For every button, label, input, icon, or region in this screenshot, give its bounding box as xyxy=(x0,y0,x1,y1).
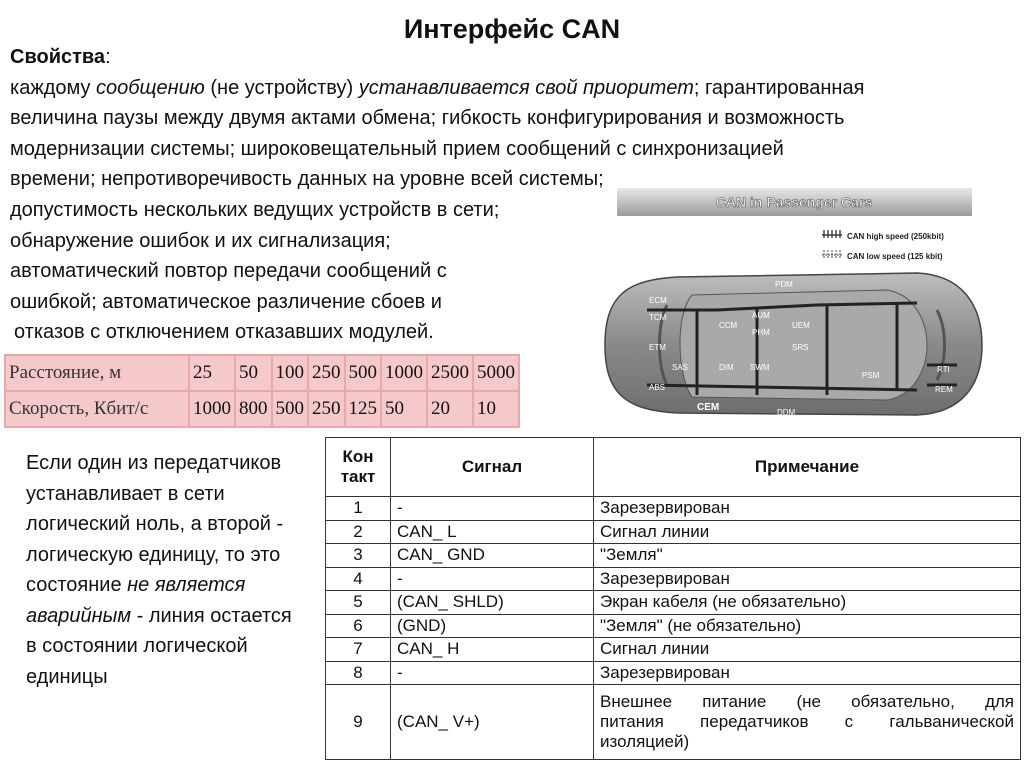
module-pdm: PDM xyxy=(775,280,793,289)
module-cem: CEM xyxy=(697,402,720,413)
module-ddm: DDM xyxy=(777,408,796,417)
pin-number: 8 xyxy=(326,661,391,685)
speed-cell: 50 xyxy=(381,391,427,427)
distance-cell: 100 xyxy=(272,355,309,391)
properties-line-6: обнаружение ошибок и их сигнализация; xyxy=(10,229,391,252)
table-row xyxy=(326,591,1021,615)
distance-speed-table xyxy=(4,354,520,428)
module-rem: REM xyxy=(935,385,953,394)
pin-signal: - xyxy=(391,497,594,521)
car-svg xyxy=(597,185,987,435)
pin-signal: (CAN_ SHLD) xyxy=(391,591,594,615)
speed-cell: 500 xyxy=(272,391,309,427)
pin-note: "Земля" xyxy=(594,544,1021,568)
page-title: Интерфейс CAN xyxy=(403,14,621,44)
module-sas: SAS xyxy=(672,363,689,372)
module-tcm: TCM xyxy=(649,313,667,322)
properties-line-8: ошибкой; автоматическое различение сбоев и xyxy=(10,290,442,313)
module-ecm: ECM xyxy=(649,296,667,305)
module-abs: ABS xyxy=(649,383,666,392)
logic-paragraph xyxy=(26,448,296,692)
speed-cell: 250 xyxy=(308,391,345,427)
pin-note-line-1: Внешнее питание (не обязательно, для xyxy=(600,692,1014,711)
speed-cell: 10 xyxy=(473,391,519,427)
properties-line-9: отказов с отключением отказавших модулей. xyxy=(14,321,434,344)
properties-line-1 xyxy=(10,73,1015,104)
speed-cell: 20 xyxy=(427,391,473,427)
seg5: ; гарантированная xyxy=(693,76,865,99)
module-aum: AUM xyxy=(752,311,770,320)
table-row xyxy=(326,638,1021,662)
pin-note: Зарезервирован xyxy=(594,567,1021,591)
caption-text: CAN in Passenger Cars xyxy=(715,194,873,210)
pin-table xyxy=(325,437,1021,760)
distance-cell: 500 xyxy=(345,355,382,391)
paragraph-part-2: не является аварийным xyxy=(26,574,246,627)
pin-signal: - xyxy=(391,567,594,591)
paragraph-part-3: - линия остается в состоянии логической единицы xyxy=(26,604,292,688)
pin-number: 6 xyxy=(326,614,391,638)
header-note: Примечание xyxy=(594,438,1021,497)
pin-note: "Земля" (не обязательно) xyxy=(594,614,1021,638)
speed-cell: 125 xyxy=(345,391,382,427)
paragraph-part-1: Если один из передатчиков устанавливает в сети логический ноль, а второй - логическую единицу, то это состояние xyxy=(26,452,284,596)
distance-cell: 2500 xyxy=(427,355,473,391)
pin-signal: CAN_ L xyxy=(391,520,594,544)
module-dim: DIM xyxy=(719,363,734,372)
distance-label: Расстояние, м xyxy=(5,355,189,391)
table-row xyxy=(326,685,1021,760)
pin-table-header xyxy=(326,438,1021,497)
pin-number: 1 xyxy=(326,497,391,521)
module-phm: PHM xyxy=(752,328,770,337)
table-row xyxy=(326,567,1021,591)
properties-colon: : xyxy=(105,46,111,68)
module-swm: SWM xyxy=(750,363,770,372)
pin-signal: (GND) xyxy=(391,614,594,638)
pin-signal: CAN_ H xyxy=(391,638,594,662)
module-psm: PSM xyxy=(862,371,880,380)
distance-cell: 5000 xyxy=(473,355,519,391)
properties-line-2: величина паузы между двумя актами обмена; гибкость конфигурирования и возможность xyxy=(10,107,845,130)
pin-note: Сигнал линии xyxy=(594,520,1021,544)
speed-label: Скорость, Кбит/с xyxy=(5,391,189,427)
pin-note xyxy=(594,685,1021,760)
distance-cell: 1000 xyxy=(381,355,427,391)
pin-note: Зарезервирован xyxy=(594,661,1021,685)
legend xyxy=(822,230,944,261)
properties-line-5: допустимость нескольких ведущих устройств в сети; xyxy=(10,198,500,221)
distance-cell: 50 xyxy=(235,355,272,391)
speed-cell: 1000 xyxy=(189,391,235,427)
distance-cell: 25 xyxy=(189,355,235,391)
pin-number: 5 xyxy=(326,591,391,615)
module-rti: RTI xyxy=(937,365,950,374)
module-srs: SRS xyxy=(792,343,809,352)
pin-note: Экран кабеля (не обязательно) xyxy=(594,591,1021,615)
pin-number: 9 xyxy=(326,685,391,760)
speed-row xyxy=(5,391,519,427)
properties-line-3: модернизации системы; широковещательный прием сообщений с синхронизацией xyxy=(10,137,784,160)
header-signal: Сигнал xyxy=(391,438,594,497)
pin-number: 4 xyxy=(326,567,391,591)
properties-line-7: автоматический повтор передачи сообщений с xyxy=(10,260,447,283)
header-pin: Кон такт xyxy=(326,438,391,497)
legend-high: CAN high speed (250kbit) xyxy=(847,232,944,241)
legend-low: CAN low speed (125 kbit) xyxy=(847,252,943,261)
can-car-diagram xyxy=(597,185,987,435)
speed-cell: 800 xyxy=(235,391,272,427)
module-etm: ETM xyxy=(649,343,666,352)
properties-line-4: времени; непротиворечивость данных на уровне всей системы; xyxy=(10,168,604,191)
properties-label: Свойства xyxy=(10,46,106,68)
legend-high-icon xyxy=(822,230,842,238)
pin-number: 3 xyxy=(326,544,391,568)
properties-heading xyxy=(10,42,1015,73)
pin-signal: - xyxy=(391,661,594,685)
legend-low-icon xyxy=(822,250,842,258)
seg1: каждому xyxy=(10,76,97,99)
seg2: сообщению xyxy=(96,76,205,99)
pin-number: 7 xyxy=(326,638,391,662)
table-row xyxy=(326,614,1021,638)
pin-note: Зарезервирован xyxy=(594,497,1021,521)
table-row xyxy=(326,520,1021,544)
distance-cell: 250 xyxy=(308,355,345,391)
pin-note-line-2: питания передатчиков с гальванической xyxy=(600,712,1014,731)
pin-note: Сигнал линии xyxy=(594,638,1021,662)
pin-note-line-3: изоляцией) xyxy=(600,732,690,751)
pin-number: 2 xyxy=(326,520,391,544)
table-row xyxy=(326,544,1021,568)
table-row xyxy=(326,497,1021,521)
seg3: (не устройству) xyxy=(204,76,359,99)
module-ccm: CCM xyxy=(719,321,738,330)
seg4: устанавливается свой приоритет xyxy=(358,76,694,99)
distance-row xyxy=(5,355,519,391)
table-row xyxy=(326,661,1021,685)
pin-signal: CAN_ GND xyxy=(391,544,594,568)
pin-signal: (CAN_ V+) xyxy=(391,685,594,760)
module-uem: UEM xyxy=(792,321,810,330)
